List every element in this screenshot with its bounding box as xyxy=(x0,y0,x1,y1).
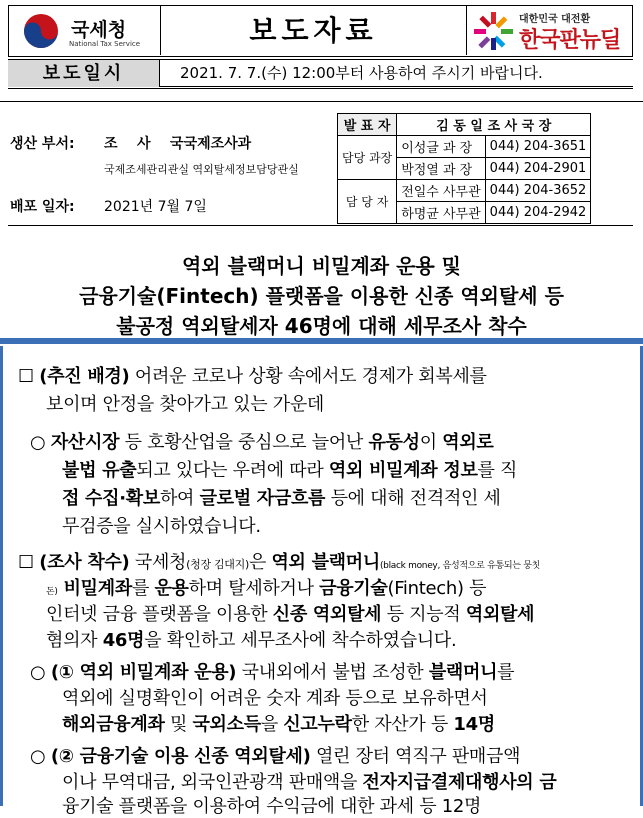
circle-bullet-icon: ○ xyxy=(30,662,46,683)
release-time-row xyxy=(8,59,633,89)
release-time-text: 2021. 7. 7.(수) 12:00부터 사용하여 주시기 바랍니다. xyxy=(180,64,543,82)
korean-new-deal-logo xyxy=(466,6,631,55)
new-deal-mark-icon xyxy=(473,12,515,50)
manager-label: 담당 과장 xyxy=(338,136,397,180)
korea-transition-text: 대한민국 대전환 xyxy=(519,14,591,25)
headline-line2: 금융기술(Fintech) 플랫폼을 이용한 신종 역외탈세 등 xyxy=(79,284,564,308)
paragraph-secret-accounts: ○ (① 역외 비밀계좌 운용) 국내외에서 불법 조성한 블랙머니를 xyxy=(30,662,515,683)
manager-name: 박정열 과 장 xyxy=(397,158,485,180)
contact-table xyxy=(337,113,591,224)
paragraph-asset-market-l4: 무검증을 실시하였습니다. xyxy=(62,516,261,537)
headline-line1: 역외 블랙머니 비밀계좌 운용 및 xyxy=(181,254,461,278)
manager-name: 이성글 과 장 xyxy=(397,136,485,158)
manager-phone: 044) 204-3651 xyxy=(485,136,591,158)
paragraph-secret-accounts-l2: 역외에 실명확인이 어려운 숫자 계좌 등으로 보유하면서 xyxy=(62,688,488,709)
paragraph-asset-market-l3: 접 수집·확보하여 글로벌 자금흐름 등에 대해 전격적인 세 xyxy=(62,488,501,509)
paragraph-asset-market-l2: 불법 유출되고 있다는 우려에 따라 역외 비밀계좌 정보를 직 xyxy=(62,460,518,481)
release-time-label: 보도일시 xyxy=(8,60,160,87)
paragraph-fintech-l2: 이나 무역대금, 외국인관광객 판매액을 전자지급결제대행사의 금 xyxy=(62,772,557,793)
info-top-rule xyxy=(0,101,643,102)
paragraph-secret-accounts-l3: 해외금융계좌 및 국외소득을 신고누락한 자산가 등 14명 xyxy=(62,714,495,735)
checkbox-bullet-icon: ☐ xyxy=(18,552,34,573)
korean-new-deal-text: 한국판뉴딜 xyxy=(519,28,621,53)
circle-bullet-icon: ○ xyxy=(30,432,46,453)
paragraph-fintech: ○ (② 금융기술 이용 신종 역외탈세) 열린 장터 역직구 판매금액 xyxy=(30,746,521,767)
paragraph-background-cont: 보이며 안정을 찾아가고 있는 가운데 xyxy=(46,394,325,415)
date-label: 배포 일자: xyxy=(10,199,75,215)
doc-type-title: 보도자료 xyxy=(249,14,378,47)
paragraph-background: ☐ (추진 배경) 어려운 코로나 상황 속에서도 경제가 회복세를 xyxy=(18,366,487,387)
paragraph-investigation-l2: 돈) 비밀계좌를 운용하며 탈세하거나 금융기술(Fintech) 등 xyxy=(46,578,487,599)
staff-name: 하명균 사무관 xyxy=(397,202,485,224)
dept-label: 생산 부서: xyxy=(10,136,75,152)
paragraph-asset-market: ○ 자산시장 등 호황산업을 중심으로 늘어난 유동성이 역외로 xyxy=(30,432,494,453)
checkbox-bullet-icon: ☐ xyxy=(18,366,34,387)
dept-line1: 조 사 국국제조사과 xyxy=(104,136,252,152)
date-value: 2021년 7월 7일 xyxy=(104,199,207,215)
title-top-rule xyxy=(8,225,633,226)
presenter-label: 발 표 자 xyxy=(338,114,397,136)
paragraph-fintech-l3: 융기술 플랫폼을 이용하여 수익금에 대한 과세 등 12명 xyxy=(62,796,482,817)
nts-logo xyxy=(9,6,161,55)
press-release-header xyxy=(8,5,633,57)
paragraph-investigation: ☐ (조사 착수) 국세청(청장 김대지)은 역외 블랙머니(black money, 음성적으로 유통되는 뭉칫 xyxy=(18,552,541,573)
title-bottom-rule xyxy=(0,338,643,344)
paragraph-investigation-l4: 혐의자 46명을 확인하고 세무조사에 착수하였습니다. xyxy=(46,630,457,651)
dept-line2: 국제조세관리관실 역외탈세정보담당관실 xyxy=(104,163,299,176)
agency-subname: National Tax Service xyxy=(69,40,141,48)
circle-bullet-icon: ○ xyxy=(30,746,46,767)
agency-name: 국세청 xyxy=(71,19,127,41)
presenter-name: 김 동 일 조 사 국 장 xyxy=(397,114,591,136)
staff-phone: 044) 204-2942 xyxy=(485,202,591,224)
manager-phone: 044) 204-2901 xyxy=(485,158,591,180)
staff-phone: 044) 204-3652 xyxy=(485,180,591,202)
paragraph-investigation-l3: 인터넷 금융 플랫폼을 이용한 신종 역외탈세 등 지능적 역외탈세 xyxy=(46,604,535,625)
taegeuk-icon xyxy=(19,11,63,51)
staff-name: 전일수 사무관 xyxy=(397,180,485,202)
staff-label: 담 당 자 xyxy=(338,180,397,224)
headline-line3: 불공정 역외탈세자 46명에 대해 세무조사 착수 xyxy=(116,314,527,338)
